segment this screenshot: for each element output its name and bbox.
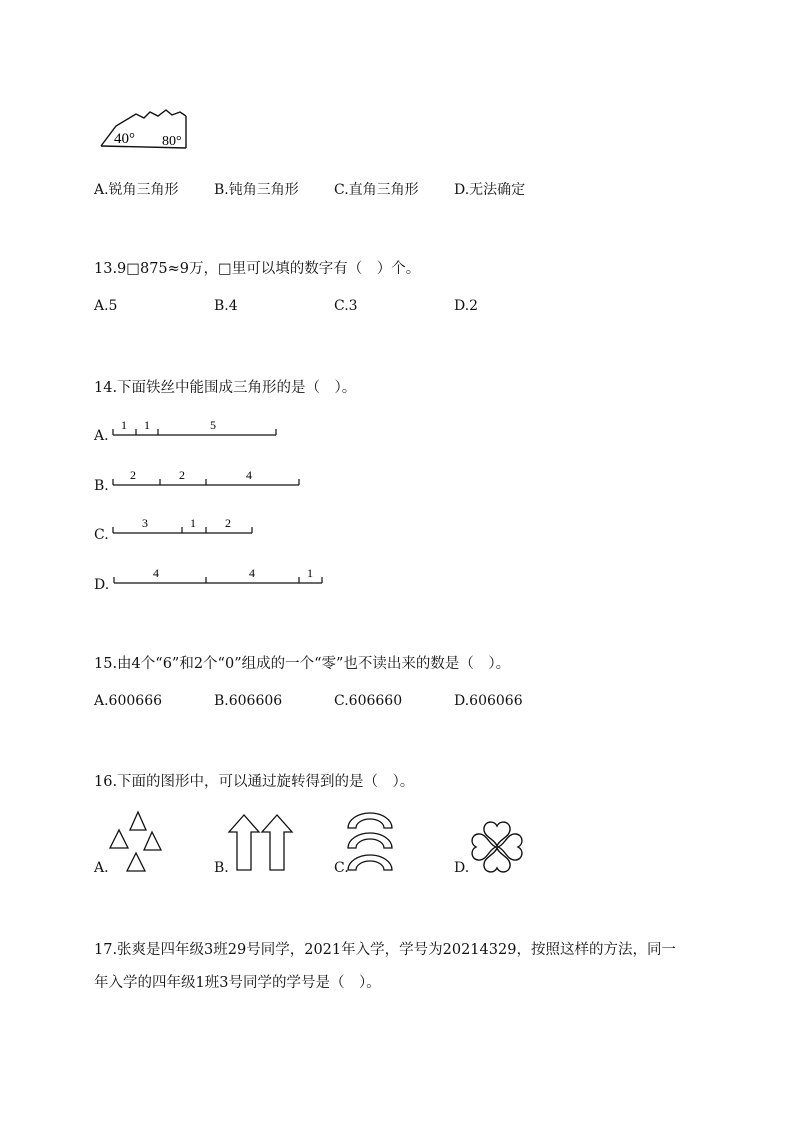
q15-question: 15.由4个“6”和2个“0”组成的一个“零”也不读出来的数是（ ）。 [94,656,511,672]
segment-label: 1 [144,418,150,432]
q13-question: 13.9□875≈9万，□里可以填的数字有（ ）个。 [94,261,421,277]
segment-label: 3 [142,516,148,530]
q13-option-a[interactable]: A.5 [94,298,118,314]
q12-option-a[interactable]: A.锐角三角形 [94,182,179,198]
q16-question: 16.下面的图形中，可以通过旋转得到的是（ ）。 [94,774,415,790]
angle-40-label: 40° [114,131,135,147]
q16-option-c-label[interactable]: C. [334,860,349,876]
triangles-figure [106,808,168,876]
segment-label: 2 [130,468,136,482]
segment-label: 4 [153,566,159,580]
q14-option-b-wire [110,466,305,490]
q12-option-d[interactable]: D.无法确定 [454,182,526,198]
q14-option-a-label[interactable]: A. [94,428,109,444]
q13-option-d[interactable]: D.2 [454,298,479,314]
segment-label: 5 [210,418,216,432]
q15-option-b[interactable]: B.606606 [214,693,283,709]
q15-option-d[interactable]: D.606066 [454,693,523,709]
angle-80-label: 80° [162,134,182,149]
arches-figure [344,808,396,874]
segment-label: 1 [121,418,127,432]
q14-question: 14.下面铁丝中能围成三角形的是（ ）。 [94,380,357,396]
q17-question-line1: 17.张爽是四年级3班29号同学，2021年入学，学号为20214329，按照这样的方法，同一 [94,942,676,958]
segment-label: 4 [249,566,255,580]
q13-option-c[interactable]: C.3 [334,298,358,314]
segment-label: 2 [225,516,231,530]
segment-label: 4 [246,468,252,482]
q16-option-a-label[interactable]: A. [94,860,109,876]
q13-option-b[interactable]: B.4 [214,298,238,314]
q14-option-d-label[interactable]: D. [94,577,110,593]
heart-clover-figure [468,818,526,876]
q17-question-line2: 年入学的四年级1班3号同学的学号是（ ）。 [94,975,381,991]
q12-option-c[interactable]: C.直角三角形 [334,182,419,198]
segment-label: 1 [190,516,196,530]
q14-option-c-wire [110,515,258,539]
segment-label: 2 [179,468,185,482]
q14-option-a-wire [110,416,280,440]
q16-option-b-label[interactable]: B. [214,860,229,876]
q12-option-b[interactable]: B.钝角三角形 [214,182,299,198]
segment-label: 1 [307,566,313,580]
q16-option-d-label[interactable]: D. [454,860,470,876]
q15-option-c[interactable]: C.606660 [334,693,403,709]
q14-option-c-label[interactable]: C. [94,527,109,543]
up-arrows-figure [226,812,296,874]
torn-triangle-figure [96,104,196,152]
q14-option-d-wire [110,565,328,589]
q14-option-b-label[interactable]: B. [94,478,109,494]
q15-option-a[interactable]: A.600666 [94,693,163,709]
